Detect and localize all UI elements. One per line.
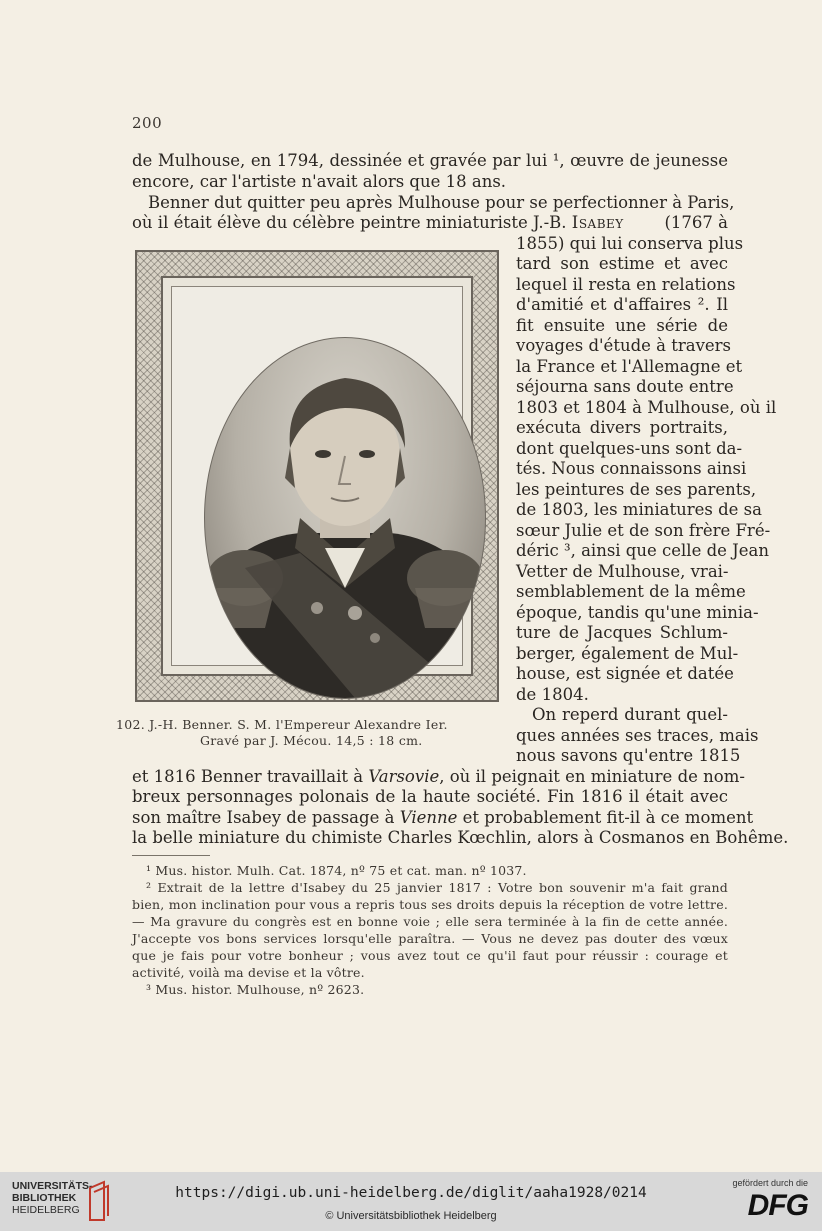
column-line: dont quelques-uns sont da- <box>516 439 743 458</box>
library-city: HEIDELBERG <box>12 1204 80 1216</box>
text-line: breux personnages polonais de la haute société. Fin 1816 il était avec <box>132 787 728 806</box>
column-line: sœur Julie et de son frère Fré- <box>516 521 771 540</box>
column-line: de 1804. <box>516 685 589 704</box>
print-canvas <box>171 286 463 666</box>
library-name-line: BIBLIOTHEK <box>12 1192 77 1204</box>
portrait-illustration <box>205 338 485 698</box>
text-line: encore, car l'artiste n'avait alors que 18 ans. <box>132 172 507 191</box>
ornamental-frame <box>161 276 473 676</box>
text-line <box>132 767 745 788</box>
text-line <box>132 213 728 234</box>
viewer-footer <box>0 1172 822 1231</box>
column-line: tard son estime et avec <box>516 254 728 273</box>
library-name-line: UNIVERSITÄTS- <box>12 1180 93 1192</box>
column-line: voyages d'étude à travers <box>516 336 732 355</box>
footnote: que je fais pour votre bonheur ; vous avez tout ce qu'il faut pour réussir : courage et <box>132 948 728 963</box>
column-line: nous savons qu'entre 1815 <box>516 746 741 765</box>
column-line: ques années ses traces, mais <box>516 726 759 745</box>
footnote: ³ Mus. histor. Mulhouse, nº 2623. <box>146 982 365 997</box>
copyright-text: © Universitätsbibliothek Heidelberg <box>325 1210 497 1222</box>
column-line: fit ensuite une série de <box>516 316 728 335</box>
column-line: la France et l'Allemagne et <box>516 357 743 376</box>
text-fragment: , où il peignait en miniature de nom- <box>439 767 745 786</box>
column-line: ture de Jacques Schlum- <box>516 623 728 642</box>
portrait-engraving <box>204 337 486 699</box>
text-fragment: et 1816 Benner travaillait à <box>132 767 369 786</box>
column-line: d'amitié et d'affaires ². Il <box>516 295 728 314</box>
column-line: berger, également de Mul- <box>516 644 739 663</box>
text-line: de Mulhouse, en 1794, dessinée et gravée par lui ¹, œuvre de jeunesse <box>132 151 728 170</box>
text-fragment: son maître Isabey de passage à <box>132 808 400 827</box>
column-line: déric ³, ainsi que celle de Jean <box>516 541 769 560</box>
column-line: de 1803, les miniatures de sa <box>516 500 762 519</box>
figure-caption-line-2: Gravé par J. Mécou. 14,5 : 18 cm. <box>200 733 423 748</box>
place-name: Varsovie <box>368 767 440 786</box>
column-line: les peintures de ses parents, <box>516 480 757 499</box>
figure-caption-line-1: 102. J.-H. Benner. S. M. l'Empereur Alexandre Ier. <box>116 717 448 732</box>
text-line: la belle miniature du chimiste Charles Kœchlin, alors à Cosmanos en Bohême. <box>132 828 789 847</box>
column-line: 1803 et 1804 à Mulhouse, où il <box>516 398 777 417</box>
place-name: Vienne <box>399 808 458 827</box>
column-line: époque, tandis qu'une minia- <box>516 603 759 622</box>
column-line: exécuta divers portraits, <box>516 418 728 437</box>
footnote: J'accepte vos bons services lorsqu'elle paraîtra. — Vous ne devez pas douter des vœux <box>132 931 728 946</box>
isabey-dates: (1767 à <box>664 213 728 232</box>
dfg-logo[interactable]: DFG <box>747 1189 808 1222</box>
page-number: 200 <box>132 114 163 132</box>
column-line: semblablement de la même <box>516 582 746 601</box>
column-line: On reperd durant quel- <box>532 705 728 724</box>
column-line: lequel il resta en relations <box>516 275 736 294</box>
isabey-name: Isabey <box>571 213 624 232</box>
column-line: séjourna sans doute entre <box>516 377 734 396</box>
footnote: bien, mon inclination pour vous a repris tous ses droits depuis la réception de votre lettre. <box>132 897 728 912</box>
text-line <box>132 808 754 829</box>
permalink-url[interactable]: https://digi.ub.uni-heidelberg.de/diglit/aaha1928/0214 <box>175 1185 647 1201</box>
footnote-rule <box>132 855 210 856</box>
text-fragment: et probablement fit-il à ce moment <box>457 808 754 827</box>
footnote: ² Extrait de la lettre d'Isabey du 25 janvier 1817 : Votre bon souvenir m'a fait grand <box>146 880 728 895</box>
text-line: Benner dut quitter peu après Mulhouse pour se perfectionner à Paris, <box>148 193 735 212</box>
footnote: ¹ Mus. histor. Mulh. Cat. 1874, nº 75 et cat. man. nº 1037. <box>146 863 527 878</box>
column-line: Vetter de Mulhouse, vrai- <box>516 562 729 581</box>
engraving-figure <box>135 250 499 702</box>
column-line: house, est signée et datée <box>516 664 734 683</box>
footnote: — Ma gravure du congrès est en bonne voie ; elle sera terminée à la fin de cette année. <box>132 914 728 929</box>
text-fragment: où il était élève du célèbre peintre miniaturiste J.-B. <box>132 213 567 232</box>
column-line: tés. Nous connaissons ainsi <box>516 459 747 478</box>
funded-by-label: gefördert durch die <box>732 1178 808 1188</box>
column-line: 1855) qui lui conserva plus <box>516 234 744 253</box>
footnote: activité, voilà ma devise et la vôtre. <box>132 965 365 980</box>
